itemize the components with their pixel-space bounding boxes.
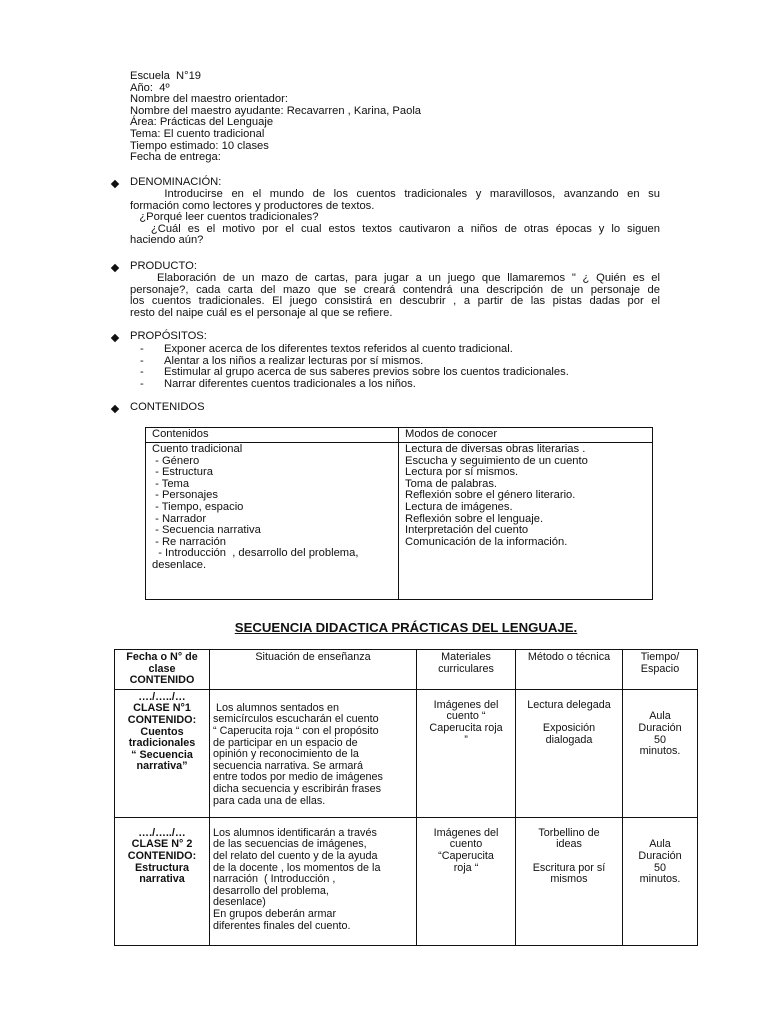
cell-line: Imágenes del	[433, 826, 499, 839]
cell-line: Estructura	[134, 861, 189, 874]
cell-line: Imágenes del	[433, 698, 499, 711]
cell-line: Duración	[638, 849, 682, 862]
modo-item: Lectura por sí mismos.	[405, 466, 519, 479]
secuencia-title: SECUENCIA DIDACTICA PRÁCTICAS DEL LENGUAJE.	[234, 620, 578, 635]
cell-line: dicha secuencia y escribirán frases	[213, 782, 382, 795]
denominacion-text	[130, 189, 660, 247]
row-clase-cell	[115, 689, 210, 817]
header-text: clase	[148, 662, 176, 675]
cell-line: …./…../…	[138, 690, 186, 703]
header-fecha	[115, 650, 210, 690]
school-header	[130, 71, 421, 164]
header-materiales	[417, 650, 516, 690]
contenido-item: - Secuencia narrativa	[152, 524, 261, 537]
modo-item: Toma de palabras.	[405, 477, 498, 490]
cell-line: narrativa”	[136, 760, 188, 773]
header-metodo: Método o técnica	[516, 650, 623, 690]
cell-line: Duración	[638, 721, 682, 734]
cell-line: para cada una de ellas.	[213, 794, 326, 807]
cell-line: dialogada	[545, 733, 593, 746]
cell-line: roja “	[453, 861, 479, 874]
cell-line: Exposición	[542, 721, 596, 734]
denominacion-question: ¿Porqué leer cuentos tradicionales?	[130, 211, 319, 224]
header-text: Materiales	[441, 651, 491, 663]
table-header-cell: Modos de conocer	[399, 428, 653, 443]
cell-line: desarrollo del problema,	[213, 884, 329, 897]
contenido-item: - Personajes	[152, 489, 218, 502]
proposito-text: Exponer acerca de los diferentes textos referidos al cuento tradicional.	[164, 343, 513, 355]
denominacion-question: ¿Cuál es el motivo por el cual estos textos cautivaron a niños de otras épocas y lo siguen	[130, 222, 660, 235]
cell-line: “Caperucita	[438, 849, 494, 862]
header-school: Escuela N°19	[130, 70, 202, 82]
contenido-item: - Re narración	[152, 535, 226, 548]
cell-line: entre todos por medio de imágenes	[213, 771, 383, 784]
cell-line: desenlace)	[213, 896, 266, 909]
contenido-item: - Estructura	[152, 466, 213, 479]
cell-line: narración ( Introducción ,	[213, 873, 336, 886]
header-situacion: Situación de enseñanza	[210, 650, 417, 690]
cell-line: minutos.	[639, 873, 681, 886]
header-tiempo	[623, 650, 698, 690]
cell-line: CLASE N° 2	[131, 838, 193, 851]
denominacion-heading: DENOMINACIÓN:	[130, 176, 222, 188]
cell-line: cuento	[449, 838, 483, 851]
dash-marker: -	[140, 366, 144, 379]
modos-cell	[399, 443, 653, 600]
row-clase-cell	[115, 817, 210, 945]
header-text: CONTENIDO	[129, 674, 195, 687]
producto-line: los cuentos tradicionales. El juego consistirá en descubrir , a partir de las pistas dadas por el	[130, 295, 660, 308]
modo-item: Comunicación de la información.	[405, 535, 568, 548]
proposito-text: Narrar diferentes cuentos tradicionales a los niños.	[164, 377, 416, 390]
row-situacion-cell	[210, 689, 417, 817]
header-teacher: Nombre del maestro orientador:	[130, 93, 288, 106]
cell-line: Aula	[649, 710, 671, 723]
list-item	[140, 344, 660, 356]
cell-line: Los alumnos sentados en	[213, 701, 340, 714]
cell-line: Torbellino de	[538, 826, 600, 839]
cell-line: En grupos deberán armar	[213, 907, 337, 920]
dash-marker: -	[140, 354, 144, 367]
cell-line: Lectura delegada	[527, 698, 611, 711]
header-delivery: Fecha de entrega:	[130, 151, 221, 164]
cell-line: “ Secuencia	[131, 748, 193, 761]
row-situacion-cell	[210, 817, 417, 945]
cell-line: CLASE N°1	[133, 702, 191, 715]
denominacion-line: Introducirse en el mundo de los cuentos tradicionales y maravillosos, avanzando en su	[130, 188, 660, 200]
cell-line: CONTENIDO:	[127, 849, 197, 862]
contenido-item: desenlace.	[152, 558, 207, 571]
cell-line: de las secuencias de imágenes,	[213, 838, 367, 851]
proposito-text: Alentar a los niños a realizar lecturas por sí mismos.	[164, 354, 424, 367]
cell-line: …./…../…	[138, 826, 186, 839]
list-item	[140, 379, 660, 391]
diamond-bullet-icon	[111, 180, 119, 188]
contenidos-table	[145, 427, 653, 600]
contenido-item: - Narrador	[152, 512, 207, 525]
dash-marker: -	[140, 377, 144, 390]
producto-line: Elaboración de un mazo de cartas, para jugar a un juego que llamaremos " ¿ Quién es el	[130, 272, 660, 284]
cell-line: de la docente , los momentos de la	[213, 861, 381, 874]
header-assistant: Nombre del maestro ayudante: Recavarren , Karina, Paola	[130, 104, 422, 117]
cell-line: mismos	[550, 873, 588, 886]
header-year: Año: 4º	[130, 81, 170, 94]
cell-line: ”	[464, 733, 468, 746]
denominacion-line: haciendo aún?	[130, 234, 204, 247]
header-topic: Tema: El cuento tradicional	[130, 127, 265, 140]
modo-item: Lectura de imágenes.	[405, 500, 513, 513]
row-metodo-cell	[516, 689, 623, 817]
contenido-item: - Género	[152, 454, 200, 467]
cell-line: del relato del cuento y de la ayuda	[213, 849, 378, 862]
contenidos-heading: CONTENIDOS	[130, 401, 205, 413]
header-text: curriculares	[438, 662, 494, 675]
cell-line: diferentes finales del cuento.	[213, 919, 351, 932]
header-text: Espacio	[640, 662, 680, 675]
cell-line: Aula	[649, 838, 671, 851]
cell-line: semicírculos escucharán el cuento	[213, 713, 379, 726]
cell-line: narrativa	[139, 873, 185, 886]
header-time: Tiempo estimado: 10 clases	[130, 139, 269, 152]
cell-line: 50	[653, 733, 666, 746]
row-materiales-cell	[417, 689, 516, 817]
cell-line: de participar en un espacio de	[213, 736, 358, 749]
propositos-list	[140, 344, 660, 390]
table-header-row	[115, 650, 698, 690]
producto-line: resto del naipe cuál es el personaje al que se refiere.	[130, 306, 393, 319]
modo-item: Interpretación del cuento	[405, 524, 529, 537]
table-row	[146, 443, 653, 600]
table-header-row	[146, 428, 653, 443]
cell-line: 50	[653, 861, 666, 874]
cell-line: secuencia narrativa. Se armará	[213, 759, 364, 772]
diamond-bullet-icon	[111, 334, 119, 342]
row-materiales-cell	[417, 817, 516, 945]
row-tiempo-cell	[623, 817, 698, 945]
cell-line	[519, 851, 619, 863]
propositos-heading: PROPÓSITOS:	[130, 330, 207, 342]
diamond-bullet-icon	[111, 405, 119, 413]
header-text: Fecha o N° de	[126, 651, 198, 663]
contenido-item: Cuento tradicional	[152, 443, 243, 455]
modo-item: Escucha y seguimiento de un cuento	[405, 454, 588, 467]
cell-line: CONTENIDO:	[127, 713, 197, 726]
secuencia-table	[114, 649, 698, 946]
producto-line: personaje?, cada carta del mazo que se creará contendrá una descripción de un personaje de	[130, 283, 660, 296]
cell-line: Caperucita roja	[429, 721, 503, 734]
modo-item: Reflexión sobre el lenguaje.	[405, 512, 544, 525]
contenido-item: - Introducción , desarrollo del problema,	[152, 547, 359, 560]
header-text: Tiempo/	[640, 651, 680, 663]
proposito-text: Estimular al grupo acerca de sus saberes previos sobre los cuentos tradicionales.	[164, 366, 569, 379]
row-tiempo-cell	[623, 689, 698, 817]
contenido-item: - Tiempo, espacio	[152, 500, 244, 513]
cell-line: Escritura por sí	[532, 861, 606, 874]
cell-line: Cuentos	[140, 725, 184, 738]
cell-line: ideas	[556, 838, 582, 851]
table-header-cell: Contenidos	[146, 428, 399, 443]
cell-line: tradicionales	[128, 737, 196, 750]
cell-line: cuento “	[446, 710, 486, 723]
producto-heading: PRODUCTO:	[130, 260, 197, 272]
modo-item: Reflexión sobre el género literario.	[405, 489, 576, 502]
contenido-item: - Tema	[152, 477, 190, 490]
header-area: Área: Prácticas del Lenguaje	[130, 116, 274, 129]
diamond-bullet-icon	[111, 264, 119, 272]
table-row	[115, 689, 698, 817]
contenidos-cell	[146, 443, 399, 600]
modo-item: Lectura de diversas obras literarias .	[405, 443, 586, 455]
cell-line: “ Caperucita roja “ con el propósito	[213, 724, 379, 737]
dash-marker: -	[140, 343, 144, 355]
producto-text	[130, 273, 660, 319]
cell-line: Los alumnos identificarán a través	[213, 826, 377, 839]
denominacion-line: formación como lectores y productores de textos.	[130, 199, 375, 212]
row-metodo-cell	[516, 817, 623, 945]
table-row	[115, 817, 698, 945]
cell-line: opinión y reconocimiento de la	[213, 748, 359, 761]
cell-line: minutos.	[639, 745, 681, 758]
